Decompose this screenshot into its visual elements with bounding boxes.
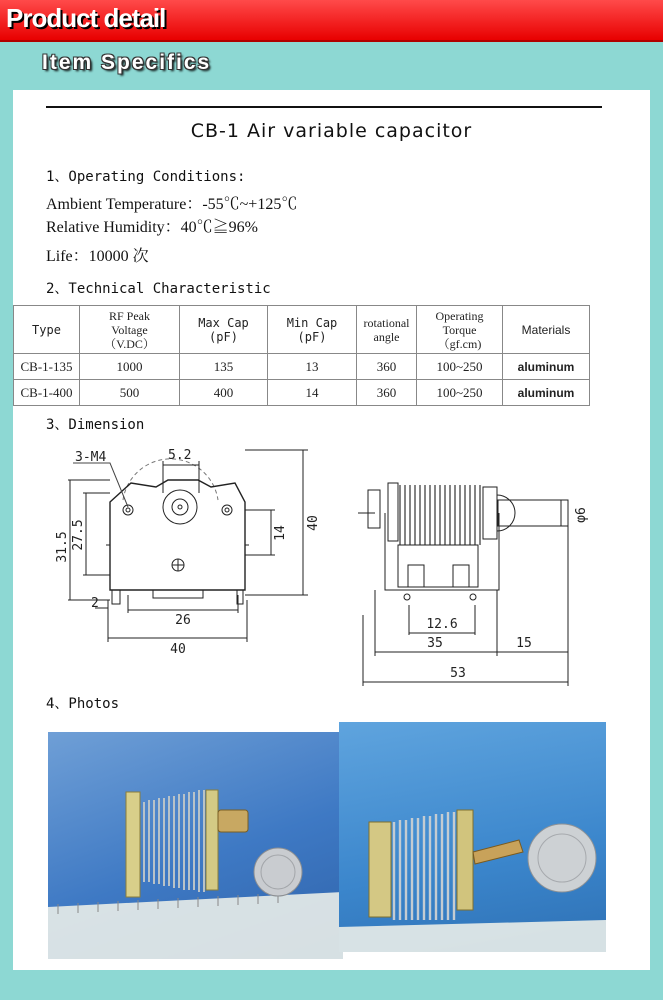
spec-table-header-row [14, 306, 590, 354]
spec-table [13, 305, 590, 406]
banner-title: Product detail [6, 3, 166, 33]
section-operating-conditions: 1、Operating Conditions: [46, 169, 246, 185]
title-rule [46, 106, 602, 108]
label-base: 2 [91, 596, 99, 611]
header-max-cap: Max Cap (pF) [180, 306, 268, 354]
label-3-m4: 3-M4 [75, 450, 107, 465]
section-dimension: 3、Dimension [46, 417, 145, 433]
cell-rf-voltage: 1000 [80, 354, 180, 380]
cell-min-cap: 13 [268, 354, 357, 380]
header-operating-torque: Operating Torque （gf.cm) [417, 306, 503, 354]
label-height-inner: 27.5 [71, 519, 86, 551]
document-title: CB-1 Air variable capacitor [190, 120, 473, 142]
cell-torque: 100~250 [417, 354, 503, 380]
product-photo-2 [339, 722, 606, 952]
header-rotational-angle: rotational angle [357, 306, 417, 354]
cell-type: CB-1-135 [14, 354, 80, 380]
section-technical-characteristic: 2、Technical Characteristic [46, 281, 271, 297]
header-rf-peak-voltage: RF Peak Voltage （V.DC） [80, 306, 180, 354]
cell-materials: aluminum [503, 354, 590, 380]
item-specifics-heading: Item Specifics [42, 51, 212, 74]
side-view-labels [426, 507, 589, 681]
label-pin-spacing: 12.6 [426, 617, 458, 632]
product-photo-1 [48, 732, 343, 959]
label-height-outer: 31.5 [55, 531, 70, 563]
table-row [14, 354, 590, 380]
capacitor-photo-1-illustration [48, 732, 343, 959]
section-photos: 4、Photos [46, 696, 120, 712]
header-type: Type [14, 306, 80, 354]
cell-type: CB-1-400 [14, 380, 80, 406]
label-shaft-width: 5.2 [168, 448, 192, 463]
cell-min-cap: 14 [268, 380, 357, 406]
cell-materials: aluminum [503, 380, 590, 406]
header-materials: Materials [503, 306, 590, 354]
header-min-cap: Min Cap (pF) [268, 306, 357, 354]
label-inset: 14 [273, 525, 288, 541]
cell-max-cap: 400 [180, 380, 268, 406]
label-outer-width: 40 [170, 642, 186, 657]
table-row [14, 380, 590, 406]
cell-rotational-angle: 360 [357, 354, 417, 380]
cell-rf-voltage: 500 [80, 380, 180, 406]
condition-life: Life：10000 次 [46, 248, 149, 265]
label-height-side: 40 [306, 515, 321, 531]
product-detail-banner [0, 0, 663, 42]
label-total-length: 53 [450, 666, 466, 681]
label-shaft-length: 15 [516, 636, 532, 651]
spec-sheet-panel [13, 90, 650, 970]
condition-humidity: Relative Humidity：40℃≧96% [46, 219, 258, 236]
capacitor-photo-2-illustration [339, 722, 606, 952]
cell-max-cap: 135 [180, 354, 268, 380]
label-shaft-diameter: φ6 [574, 507, 589, 523]
condition-temperature: Ambient Temperature：-55℃~+125℃ [46, 196, 298, 213]
cell-torque: 100~250 [417, 380, 503, 406]
dimension-drawing [13, 435, 650, 700]
label-inner-width: 26 [175, 613, 191, 628]
side-view [358, 483, 568, 686]
label-body-length: 35 [427, 636, 443, 651]
cell-rotational-angle: 360 [357, 380, 417, 406]
